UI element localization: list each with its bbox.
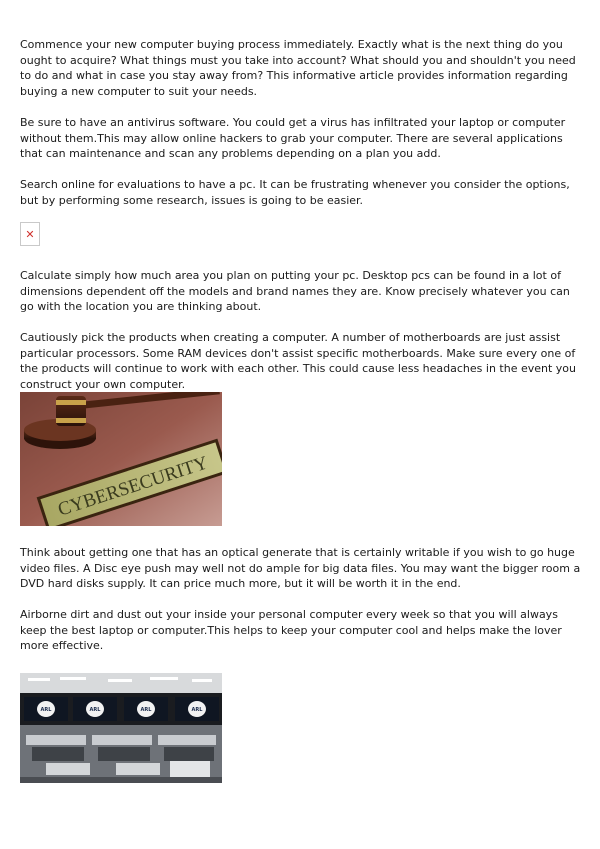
paragraph-products: Cautiously pick the products when creating a computer. A number of motherboards are just assist particular processors. Some RAM devices don't assist specific motherboards. Make sure every one of the products will continue to work with each other. This could cause less headaches in the event you construct your own computer. [20,331,576,391]
logo-text-1: ARL [40,707,52,713]
operations-center-image [20,673,222,783]
paragraph-evaluations: Search online for evaluations to have a pc. It can be frustrating whenever you consider the options, but by performing some research, issues is going to be easier. [20,178,570,207]
broken-image-placeholder [20,222,40,246]
cybersecurity-sign-text: CYBERSECURITY [55,452,211,521]
paragraph-intro: Commence your new computer buying process immediately. Exactly what is the next thing do you ought to acquire? What things must you take into account? What should you and shouldn't you need to do and what in case you stay away from? This informative article provides information regarding buying a new computer to suit your needs. [20,38,576,98]
cybersecurity-gavel-illustration [20,392,222,526]
logo-text-2: ARL [89,707,101,713]
paragraph-optical-drive: Think about getting one that has an optical generate that is certainly writable if you wish to go huge video files. A Disc eye push may well not do ample for big data files. You may want the bigger room a DVD hard disks supply. It can price much more, but it will be worth it in the end. [20,546,581,590]
paragraph-space: Calculate simply how much area you plan on putting your pc. Desktop pcs can be found in a lot of dimensions dependent off the models and brand names they are. Know precisely whatever you can go with the location you are thinking about. [20,269,570,313]
logo-text-4: ARL [191,707,203,713]
paragraph-dust: Airborne dirt and dust out your inside your personal computer every week so that you will always keep the best laptop or computer.This helps to keep your computer cool and helps make the lover more effective. [20,608,562,652]
operations-center-illustration [20,673,222,783]
logo-text-3: ARL [140,707,152,713]
broken-image-icon: ✕ [25,227,35,241]
paragraph-antivirus: Be sure to have an antivirus software. You could get a virus has infiltrated your laptop or computer without them.This may allow online hackers to grab your computer. There are several applications that can maintenance and scan any problems depending on a plan you add. [20,116,566,160]
cybersecurity-gavel-image [20,392,222,526]
